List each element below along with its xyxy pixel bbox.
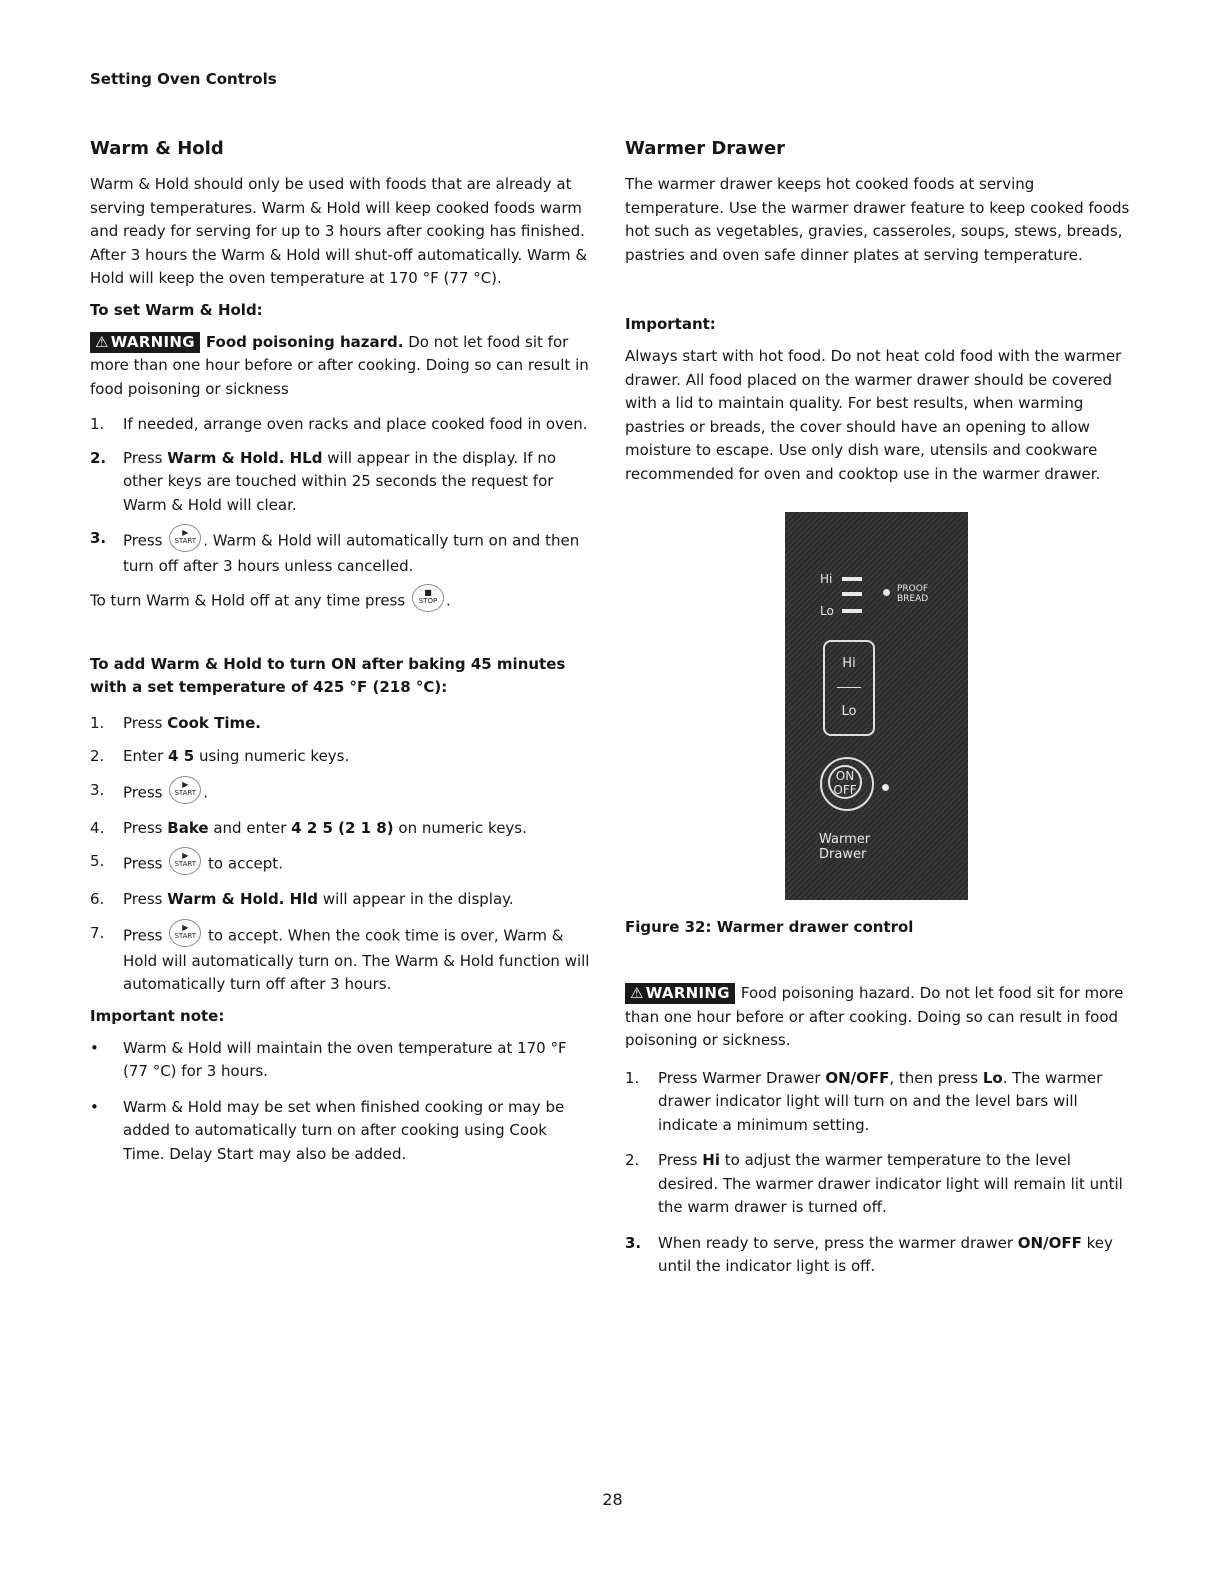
hi-lo-rocker-button[interactable] [823, 640, 875, 736]
hi-level-label: Hi [820, 572, 833, 586]
warning-badge: ⚠ WARNING [625, 983, 735, 1004]
list-item: 3. Press ▶ START . [90, 779, 590, 807]
start-key-icon: ▶ START [169, 524, 201, 552]
add-steps-list [90, 712, 590, 997]
on-off-button[interactable] [820, 757, 874, 811]
on-off-label: ON OFF [828, 765, 862, 799]
proof-bread-indicator-icon [883, 589, 890, 596]
important-note-heading: Important note: [90, 1006, 225, 1025]
list-item: 4. Press Bake and enter 4 2 5 (2 1 8) on numeric keys. [90, 818, 527, 837]
list-item: 2. Press Hi to adjust the warmer temperature to the level desired. The warmer drawer indicator light will remain lit until the warm drawer is turned off. [625, 1151, 1123, 1216]
list-item: 7. Press ▶ START to accept. When the cook time is over, Warm & Hold will automatically turn on. The Warm & Hold function will automatically turn off after 3 hours. [90, 922, 590, 997]
figure-caption: Figure 32: Warmer drawer control [625, 918, 914, 936]
warmer-drawer-intro: The warmer drawer keeps hot cooked foods at serving temperature. Use the warmer drawer feature to keep cooked foods hot such as vegetables, gravies, casseroles, soups, stews, breads, pastries and oven safe dinner plates at serving temperature. [625, 175, 1130, 264]
turn-off-line: To turn Warm & Hold off at any time press ■ STOP . [90, 587, 590, 615]
list-item: 3. Press ▶ START . Warm & Hold will automatically turn on and then turn off after 3 hours unless cancelled. [90, 527, 590, 579]
list-item: • Warm & Hold will maintain the oven temperature at 170 °F (77 °C) for 3 hours. [90, 1038, 567, 1080]
list-item: 2. Press Warm & Hold. HLd will appear in the display. If no other keys are touched within 25 seconds the request for Warm & Hold will clear. [90, 448, 557, 514]
important-heading: Important: [625, 315, 716, 333]
list-item: 1. Press Warmer Drawer ON/OFF, then press Lo. The warmer drawer indicator light will turn on and the level bars will indicate a minimum setting. [625, 1068, 1103, 1134]
warmer-drawer-title: Warmer Drawer [625, 138, 786, 159]
warmer-indicator-light-icon [882, 784, 889, 791]
rocker-hi-label: Hi [842, 656, 856, 671]
rocker-lo-label: Lo [841, 704, 857, 719]
warning-block-right [625, 982, 1130, 1053]
list-item: 2. Enter 4 5 using numeric keys. [90, 747, 350, 765]
add-warm-hold-heading: To add Warm & Hold to turn ON after baking 45 minutes with a set temperature of 425 °F (218 °C): [90, 654, 566, 696]
list-item: • Warm & Hold may be set when finished cooking or may be added to automatically turn on after cooking using Cook Time. Delay Start may also be added. [90, 1097, 565, 1163]
warm-hold-intro: Warm & Hold should only be used with foods that are already at serving temperatures. Warm & Hold will keep cooked foods warm and ready for serving for up to 3 hours after cooking has finished. After 3 hours the Warm & Hold will shut-off automatically. Warm & Hold will keep the oven temperature at 170 °F (77 °C). [90, 175, 588, 287]
warm-hold-title: Warm & Hold [90, 138, 224, 159]
warning-text: Food poisoning hazard. Do not let food sit for more than one hour before or after cooking. Doing so can result in food poisoning or sickness. [625, 984, 1124, 1049]
list-item: 1. Press Cook Time. [90, 713, 261, 732]
important-text: Always start with hot food. Do not heat cold food with the warmer drawer. All food placed on the warmer drawer should be covered with a lid to maintain quality. For best results, when warming pastries or breads, the cover should have an opening to allow moisture to escape. Use only dish ware, utensils and cookware recommended for oven and cooktop use in the warmer drawer. [625, 347, 1122, 483]
notes-list [90, 1037, 590, 1167]
start-key-icon: ▶ START [169, 919, 201, 947]
warning-text: Do not let food sit for more than one hour before or after cooking. Doing so can result in food poisoning or sickness [90, 332, 589, 398]
left-column [90, 138, 590, 1178]
level-bar-high [842, 577, 862, 581]
section-header: Setting Oven Controls [90, 70, 277, 88]
set-warm-hold-heading: To set Warm & Hold: [90, 300, 263, 319]
warning-triangle-icon: ⚠ [95, 332, 109, 351]
lo-level-label: Lo [820, 604, 834, 618]
level-bar-low [842, 609, 862, 613]
warmer-steps-list [625, 1067, 1130, 1279]
list-item: 3. When ready to serve, press the warmer drawer ON/OFF key until the indicator light is off. [625, 1233, 1113, 1275]
rocker-divider [837, 687, 861, 688]
level-bar-mid [842, 592, 862, 596]
warning-block [90, 331, 590, 402]
warmer-drawer-label: Warmer Drawer [819, 832, 871, 862]
list-item: 6. Press Warm & Hold. Hld will appear in the display. [90, 890, 514, 908]
warning-badge: ⚠ WARNING [90, 332, 200, 353]
proof-bread-label: PROOF BREAD [897, 584, 929, 604]
warning-triangle-icon: ⚠ [630, 984, 644, 1002]
set-steps-list [90, 413, 590, 579]
start-key-icon: ▶ START [169, 776, 201, 804]
right-column [625, 138, 1130, 1289]
warning-bold: Food poisoning hazard. [205, 332, 404, 351]
page-number: 28 [602, 1490, 623, 1509]
list-item: 1. If needed, arrange oven racks and place cooked food in oven. [90, 415, 588, 433]
stop-key-icon: ■ STOP [412, 584, 444, 612]
start-key-icon: ▶ START [169, 847, 201, 875]
warmer-drawer-control-panel [785, 512, 968, 900]
list-item: 5. Press ▶ START to accept. [90, 850, 590, 878]
